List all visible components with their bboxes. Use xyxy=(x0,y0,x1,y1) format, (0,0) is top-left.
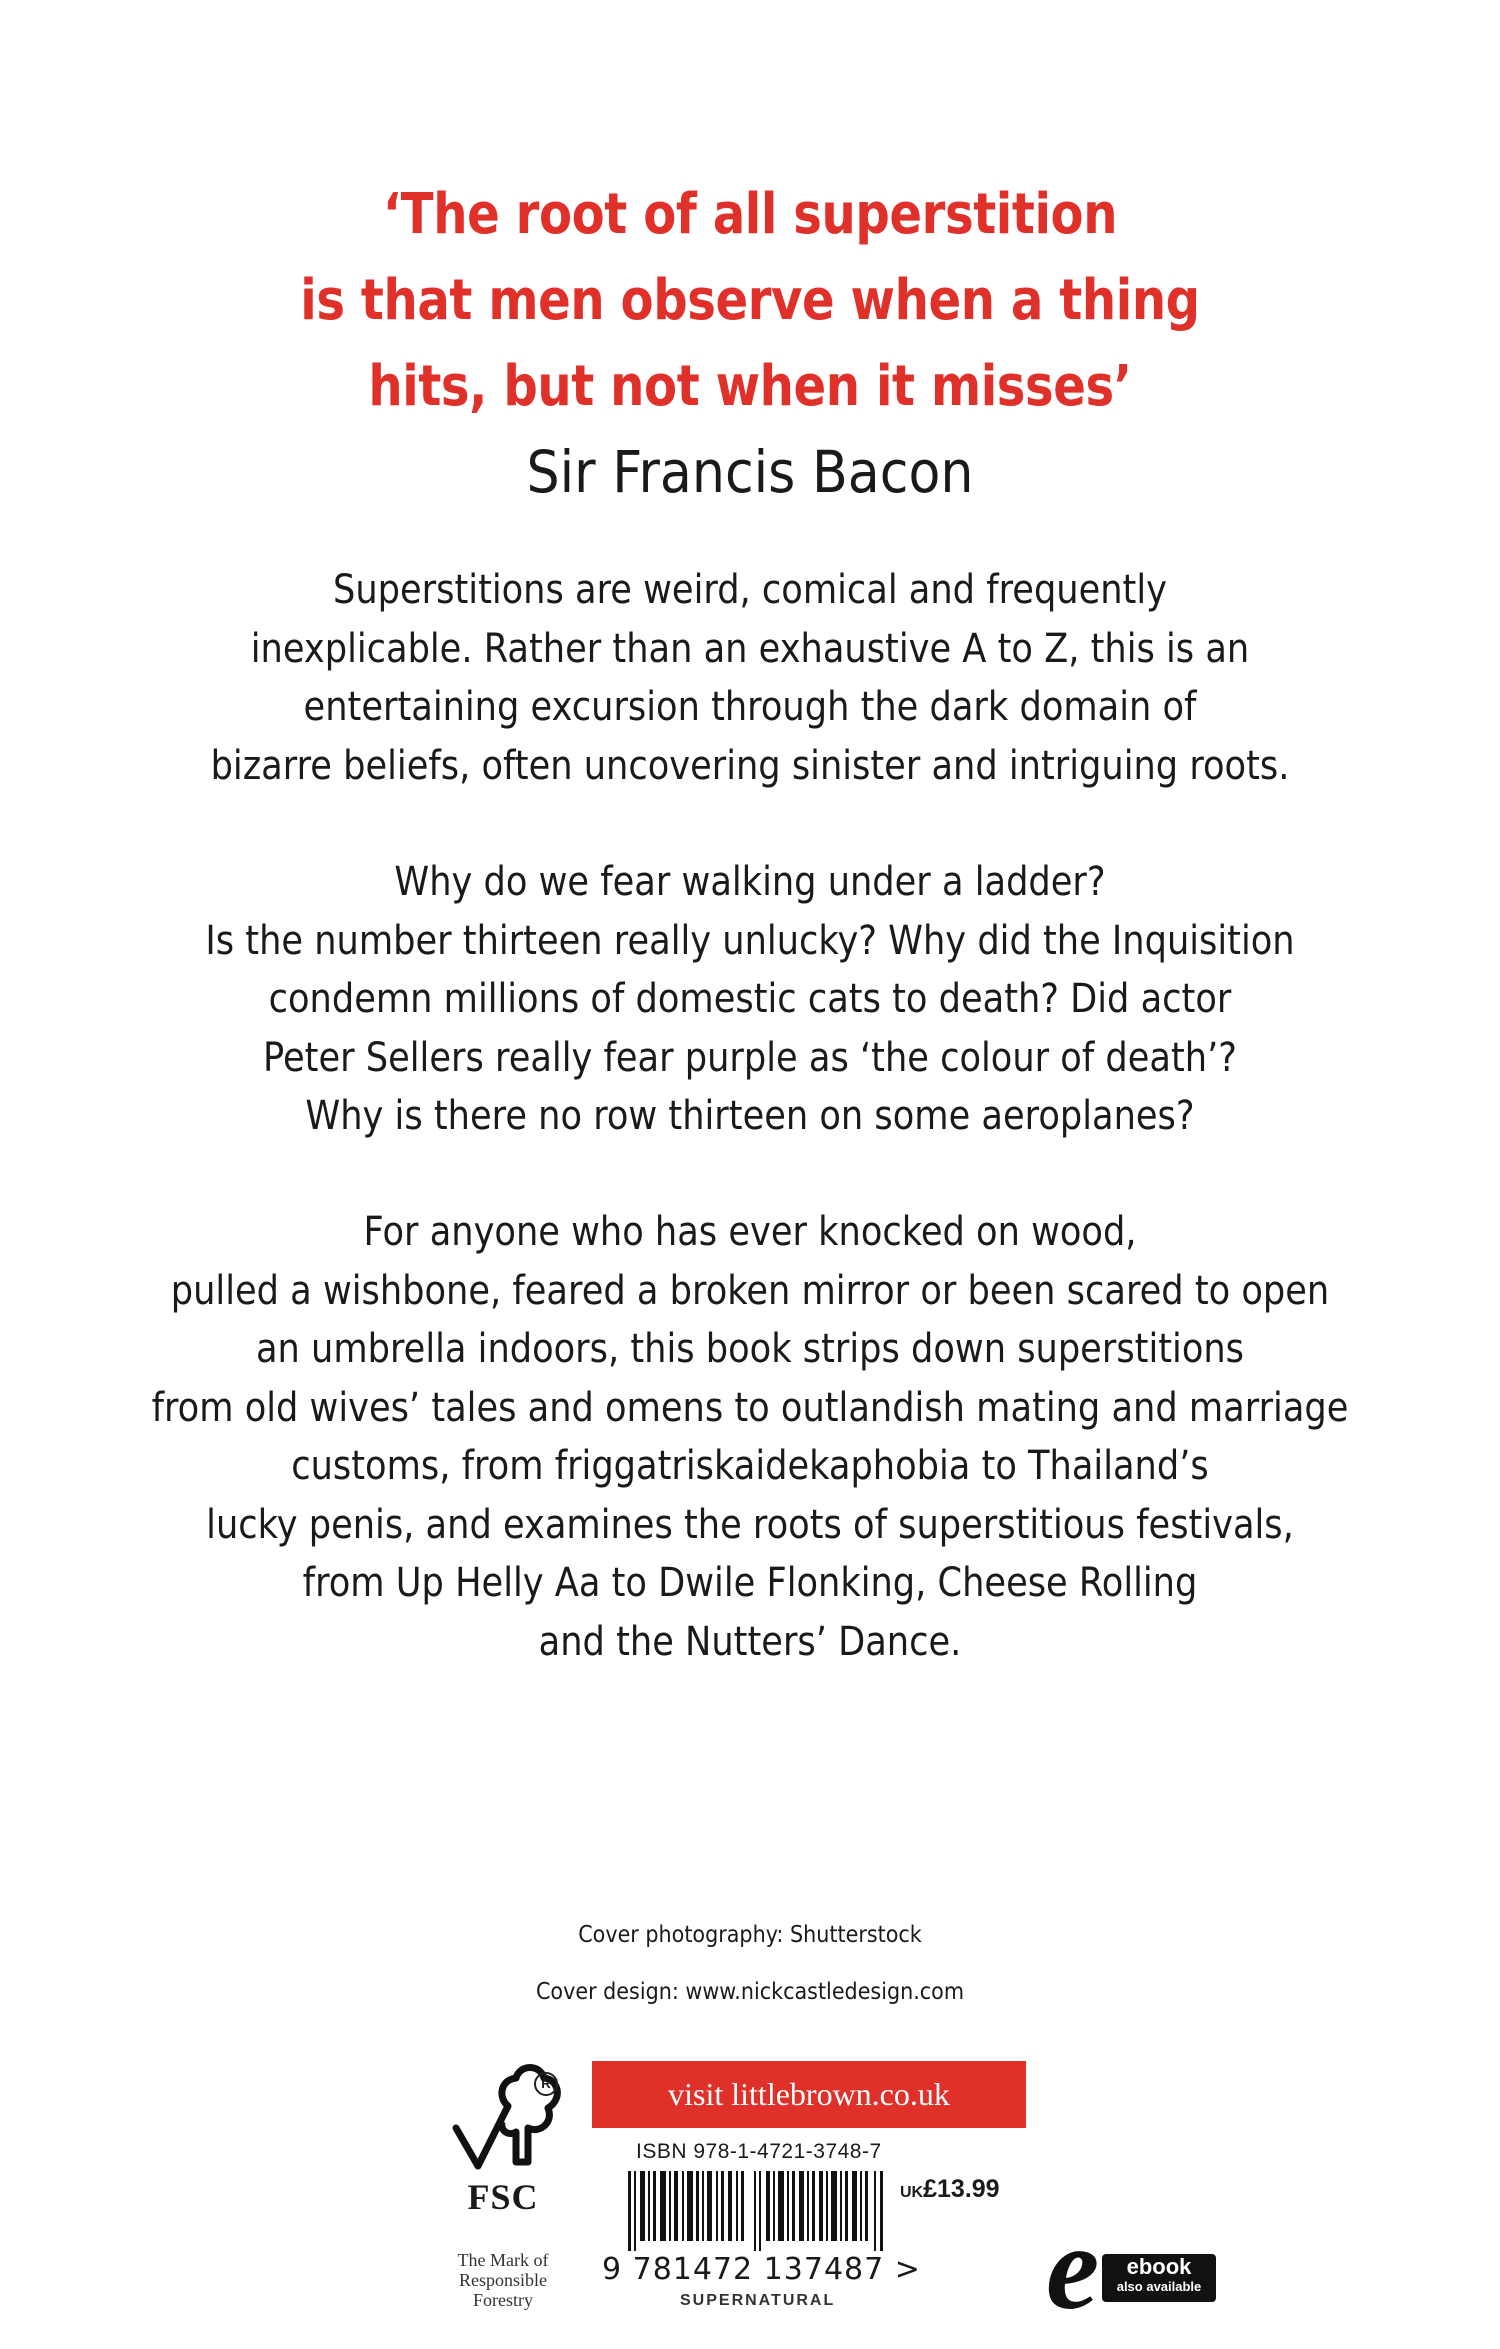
ebook-badge xyxy=(1046,2201,1226,2334)
blurb-line: condemn millions of domestic cats to death? Did actor xyxy=(268,976,1232,1022)
quote-attribution: Sir Francis Bacon xyxy=(526,438,974,506)
blurb-line: bizarre beliefs, often uncovering sinister and intriguing roots. xyxy=(210,742,1290,789)
fsc-tagline-line: Forestry xyxy=(473,2290,533,2310)
price-label xyxy=(900,2175,1000,2204)
blurb-line: pulled a wishbone, feared a broken mirror or been scared to open xyxy=(170,1267,1330,1314)
design-credit: Cover design: www.nickcastledesign.com xyxy=(535,1979,965,2005)
barcode xyxy=(628,2171,893,2251)
barcode-digits: 9 781472 137487 > xyxy=(602,2252,921,2287)
quote-line-1: ‘The root of all superstition xyxy=(382,182,1118,247)
blurb-line: customs, from friggatriskaidekaphobia to Thailand’s xyxy=(291,1443,1209,1489)
genre-label: SUPERNATURAL xyxy=(680,2292,836,2309)
blurb-paragraph-3 xyxy=(0,1203,1500,1671)
ebook-label-box xyxy=(1102,2254,1216,2302)
blurb-line: Why do we fear walking under a ladder? xyxy=(394,859,1106,905)
blurb-line: lucky penis, and examines the roots of superstitious festivals, xyxy=(206,1501,1294,1548)
publisher-website-banner[interactable]: visit littlebrown.co.uk xyxy=(592,2061,1026,2128)
blurb-line: entertaining excursion through the dark domain of xyxy=(303,684,1197,730)
fsc-label: FSC xyxy=(467,2177,539,2217)
blurb-paragraph-1 xyxy=(0,561,1500,795)
price-amount: £13.99 xyxy=(923,2175,1000,2203)
blurb-line: inexplicable. Rather than an exhaustive A to Z, this is an xyxy=(250,625,1250,672)
blurb-line: Is the number thirteen really unlucky? Why did the Inquisition xyxy=(205,917,1295,964)
registered-mark-icon: R xyxy=(534,2072,558,2096)
ebook-label: ebook xyxy=(1126,2254,1192,2279)
fsc-tagline-line: Responsible xyxy=(459,2270,547,2290)
photography-credit: Cover photography: Shutterstock xyxy=(578,1922,922,1948)
fsc-tagline-line: The Mark of xyxy=(457,2250,549,2270)
ebook-sublabel: also available xyxy=(1116,2279,1202,2294)
blurb-line: Superstitions are weird, comical and frequently xyxy=(333,567,1167,613)
price-currency-prefix: UK xyxy=(900,2184,924,2201)
blurb-line: For anyone who has ever knocked on wood, xyxy=(363,1209,1137,1255)
quote-line-3: hits, but not when it misses’ xyxy=(368,354,1132,419)
blurb-line: from old wives’ tales and omens to outlandish mating and marriage xyxy=(151,1384,1349,1431)
blurb-line: from Up Helly Aa to Dwile Flonking, Cheese Rolling xyxy=(302,1560,1198,1606)
quote-line-2: is that men observe when a thing xyxy=(300,268,1200,333)
isbn-text: ISBN 978-1-4721-3748-7 xyxy=(636,2140,882,2163)
fsc-tagline xyxy=(438,2250,568,2310)
blurb-line: an umbrella indoors, this book strips down superstitions xyxy=(255,1326,1245,1372)
blurb-line: Why is there no row thirteen on some aeroplanes? xyxy=(305,1093,1195,1139)
pull-quote xyxy=(0,172,1500,430)
blurb-line: and the Nutters’ Dance. xyxy=(538,1618,962,1665)
blurb-paragraph-2 xyxy=(0,853,1500,1146)
blurb-line: Peter Sellers really fear purple as ‘the colour of death’? xyxy=(263,1034,1237,1081)
e-icon: e xyxy=(1046,2201,1100,2334)
